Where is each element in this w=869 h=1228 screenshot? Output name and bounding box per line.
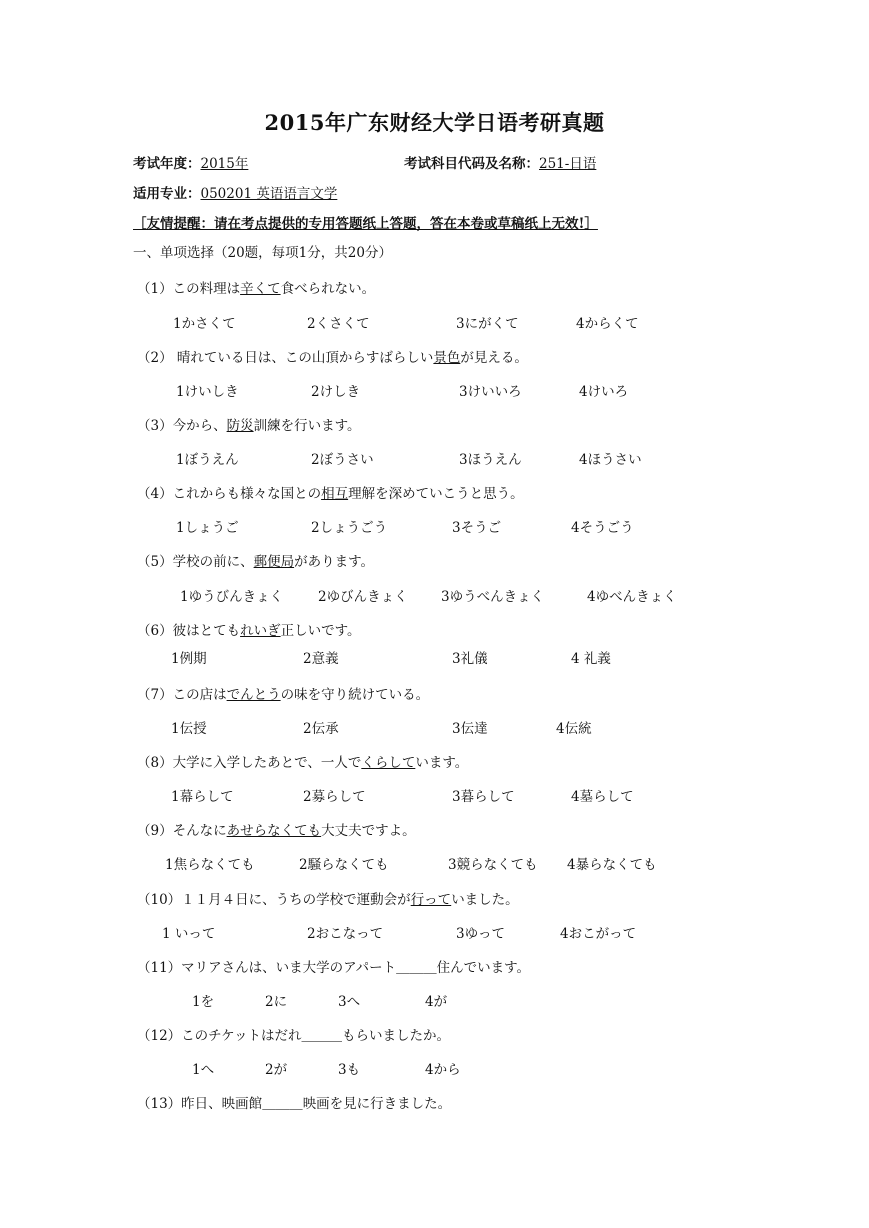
- option: 2くさくて: [307, 316, 370, 332]
- option: 2に: [265, 994, 288, 1010]
- question-text: 食べられない。: [280, 281, 376, 297]
- question-text: （2） 晴れている日は、この山頂からすばらしい: [137, 350, 434, 366]
- question-text: （12）このチケットはだれ: [137, 1028, 302, 1044]
- options-11: [0, 990, 869, 1010]
- question-13: [137, 1092, 451, 1112]
- question-text: 映画を見に行きました。: [302, 1096, 452, 1112]
- question-text: の味を守り続けている。: [280, 687, 430, 703]
- option: 4そうごう: [571, 520, 634, 536]
- question-text: が見える。: [460, 350, 528, 366]
- option: 2が: [265, 1062, 288, 1078]
- options-1: [0, 312, 869, 332]
- option: 4 礼義: [571, 651, 611, 667]
- option: 1焦らなくても: [165, 857, 255, 873]
- option: 4ゆべんきょく: [587, 589, 677, 605]
- options-5: [0, 585, 869, 605]
- options-9: [0, 853, 869, 873]
- question-text: があります。: [294, 554, 375, 570]
- option: 1へ: [192, 1062, 215, 1078]
- question-text: 訓練を行います。: [253, 418, 361, 434]
- question-text: （5）学校の前に、: [137, 554, 254, 570]
- option: 4伝統: [556, 721, 592, 737]
- options-6: [0, 647, 869, 667]
- answer-blank: ＿＿＿: [396, 960, 437, 976]
- option: 1 いって: [162, 926, 216, 942]
- option: 3ほうえん: [459, 452, 522, 468]
- exam-year-label: 考试年度：: [133, 156, 201, 172]
- option: 2騒らなくても: [299, 857, 389, 873]
- option: 2ゆびんきょく: [318, 589, 408, 605]
- option: 4からくて: [576, 316, 639, 332]
- question-text: 理解を深めていこうと思う。: [348, 486, 524, 502]
- exam-year-value: 2015年: [200, 156, 249, 172]
- options-2: [0, 380, 869, 400]
- question-text: （8）大学に入学したあとで、一人で: [137, 755, 362, 771]
- question-4: [137, 482, 524, 502]
- question-underlined: 辛くて: [240, 281, 281, 297]
- exam-major-label: 适用专业：: [133, 186, 201, 202]
- option: 4暴らなくても: [567, 857, 657, 873]
- question-underlined: 行って: [410, 892, 452, 908]
- exam-year: [133, 152, 248, 172]
- question-underlined: れいぎ: [240, 623, 281, 639]
- question-12: [137, 1024, 450, 1044]
- option: 2募らして: [303, 789, 366, 805]
- question-2: [137, 346, 528, 366]
- option: 3そうご: [452, 520, 502, 536]
- option: 1例期: [171, 651, 207, 667]
- question-underlined: くらして: [361, 755, 416, 771]
- options-10: [0, 922, 869, 942]
- question-1: [137, 277, 375, 297]
- question-text: （6）彼はとても: [137, 623, 241, 639]
- option: 3へ: [338, 994, 361, 1010]
- option: 3にがくて: [456, 316, 519, 332]
- option: 1けいしき: [176, 384, 239, 400]
- options-12: [0, 1058, 869, 1078]
- question-9: [137, 819, 416, 839]
- option: 1しょうご: [176, 520, 239, 536]
- option: 4おこがって: [560, 926, 637, 942]
- question-underlined: でんとう: [226, 687, 281, 703]
- option: 2おこなって: [307, 926, 384, 942]
- option: 3暮らして: [452, 789, 515, 805]
- question-text: （10）１１月４日に、うちの学校で運動会が: [137, 892, 411, 908]
- option: 2ぼうさい: [311, 452, 374, 468]
- page-title: 2015年广东财经大学日语考研真题: [264, 110, 605, 135]
- option: 3礼儀: [452, 651, 488, 667]
- question-5: [137, 550, 374, 570]
- option: 1伝授: [171, 721, 207, 737]
- question-text: 大丈夫ですよ。: [321, 823, 416, 839]
- question-text: （7）この店は: [137, 687, 227, 703]
- option: 4けいろ: [579, 384, 629, 400]
- question-text: います。: [415, 755, 469, 771]
- section-title: 一、单项选择（20题，每项1分，共20分）: [133, 245, 392, 261]
- answer-blank: ＿＿＿: [301, 1028, 342, 1044]
- option: 4ほうさい: [579, 452, 642, 468]
- exam-subject-label: 考试科目代码及名称：: [404, 156, 539, 172]
- question-11: [137, 956, 530, 976]
- option: 1ゆうびんきょく: [180, 589, 284, 605]
- question-6: [137, 619, 361, 639]
- answer-blank: ＿＿＿: [262, 1096, 303, 1112]
- options-4: [0, 516, 869, 536]
- option: 2意義: [303, 651, 339, 667]
- exam-subject-value: 251-日语: [539, 156, 597, 172]
- question-text: （1）この料理は: [137, 281, 241, 297]
- question-underlined: 防災: [226, 418, 254, 434]
- question-text: もらいましたか。: [341, 1028, 450, 1044]
- option: 1幕らして: [171, 789, 234, 805]
- question-8: [137, 751, 468, 771]
- option: 1かさくて: [173, 316, 236, 332]
- option: 2しょうごう: [311, 520, 388, 536]
- question-10: [137, 888, 519, 908]
- option: 2けしき: [311, 384, 361, 400]
- option: 3ゆって: [456, 926, 505, 942]
- option: 4墓らして: [571, 789, 634, 805]
- question-text: （13）昨日、映画館: [137, 1096, 263, 1112]
- option: 4から: [425, 1062, 461, 1078]
- question-text: （4）これからも様々な国との: [137, 486, 322, 502]
- exam-subject: [404, 152, 596, 172]
- option: 3けいいろ: [459, 384, 522, 400]
- option: 1を: [192, 994, 215, 1010]
- option: 3競らなくても: [448, 857, 538, 873]
- question-text: いました。: [451, 892, 519, 908]
- option: 3ゆうべんきょく: [441, 589, 545, 605]
- question-text: 正しいです。: [280, 623, 361, 639]
- option: 4が: [425, 994, 448, 1010]
- options-7: [0, 717, 869, 737]
- option: 3伝達: [452, 721, 488, 737]
- question-text: （3）今から、: [137, 418, 227, 434]
- exam-notice: ［友情提醒：请在考点提供的专用答题纸上答题，答在本卷或草稿纸上无效!］: [133, 216, 598, 232]
- question-7: [137, 683, 429, 703]
- question-3: [137, 414, 361, 434]
- options-3: [0, 448, 869, 468]
- question-underlined: 相互: [321, 486, 349, 502]
- question-underlined: 郵便局: [253, 554, 295, 570]
- option: 3も: [338, 1062, 361, 1078]
- question-text: 住んでいます。: [436, 960, 531, 976]
- exam-major: [133, 182, 337, 202]
- option: 2伝承: [303, 721, 339, 737]
- question-underlined: 景色: [433, 350, 461, 366]
- option: 1ぼうえん: [176, 452, 239, 468]
- question-underlined: あせらなくても: [226, 823, 322, 839]
- question-text: （9）そんなに: [137, 823, 227, 839]
- options-8: [0, 785, 869, 805]
- question-text: （11）マリアさんは、いま大学のアパート: [137, 960, 397, 976]
- exam-major-value: 050201 英语语言文学: [200, 186, 338, 202]
